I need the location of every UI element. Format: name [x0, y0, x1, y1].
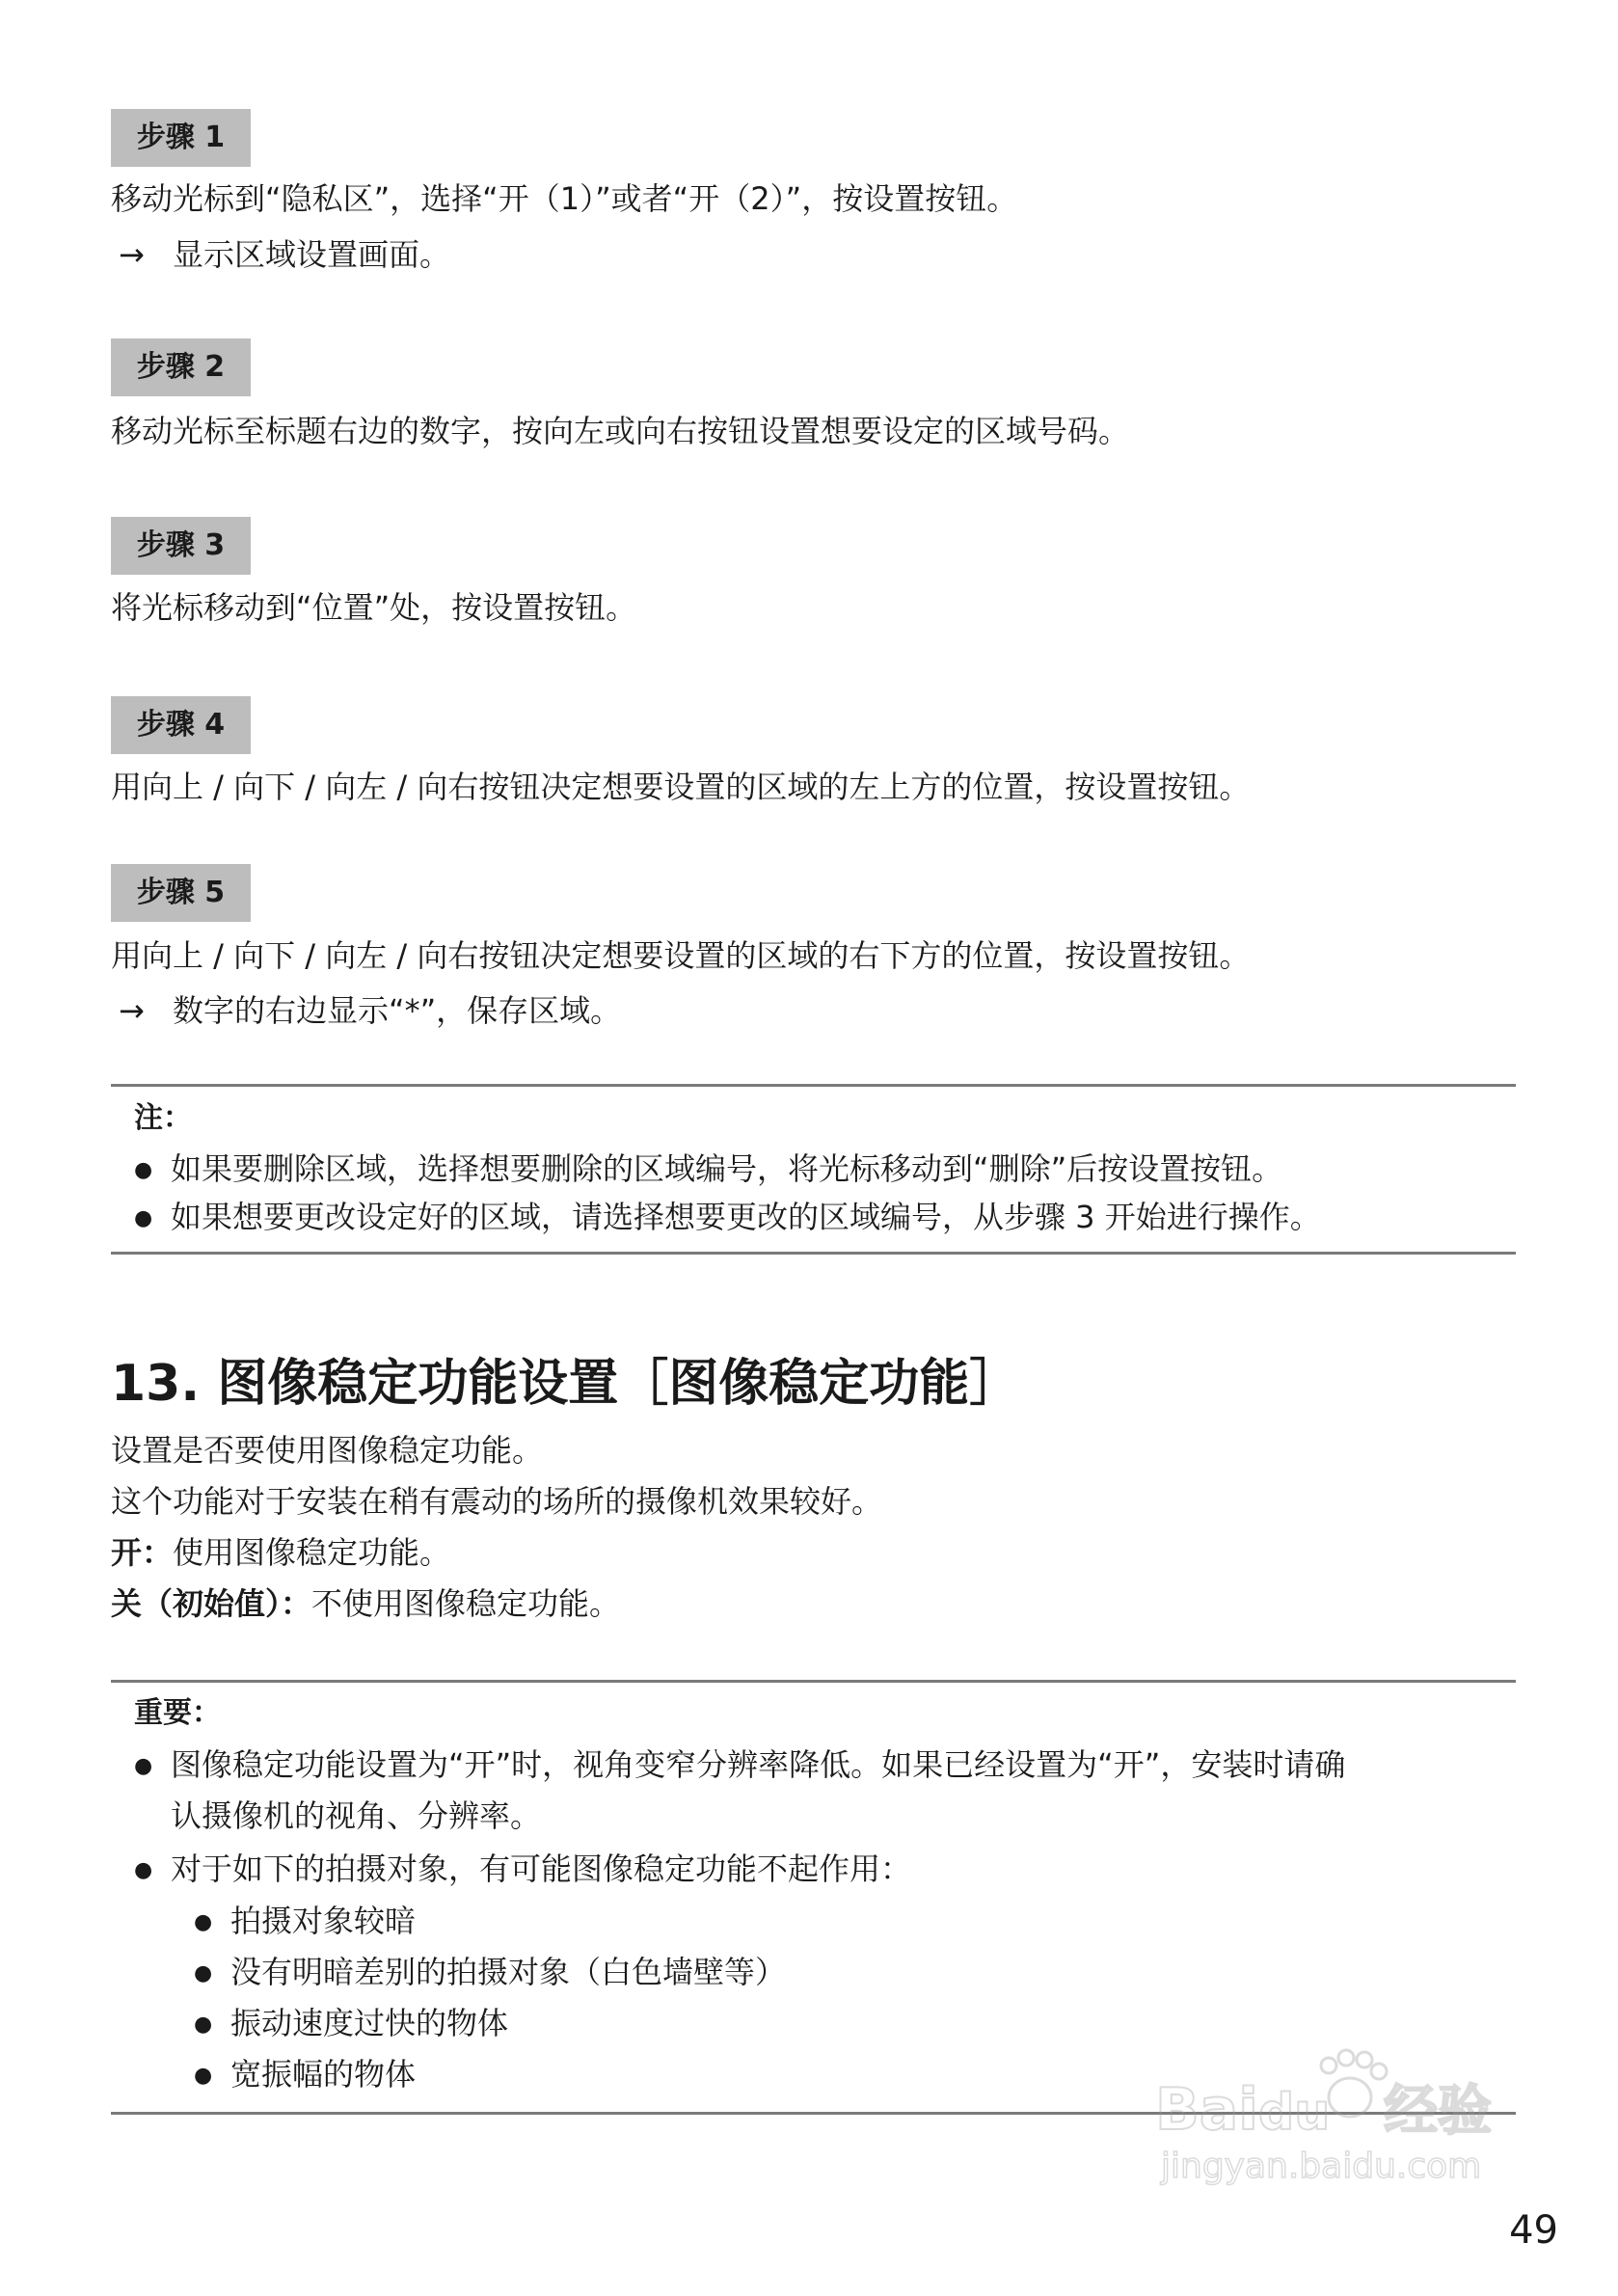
- step-1-label: 步骤 1: [111, 109, 251, 167]
- arrow-icon: →: [119, 236, 145, 273]
- step-5-label: 步骤 5: [111, 864, 251, 922]
- page-number: 49: [1509, 2208, 1558, 2253]
- important-item: [134, 1745, 1345, 1786]
- option-term: 开：: [111, 1534, 174, 1571]
- step-5-result: [119, 991, 621, 1030]
- note-bottom-rule: [111, 1252, 1516, 1255]
- option-desc: 不使用图像稳定功能。: [311, 1585, 621, 1622]
- important-subitem-text: 拍摄对象较暗: [230, 1903, 417, 1939]
- bullet-icon: ●: [194, 1961, 213, 1985]
- note-item-text: 如果要删除区域，选择想要删除的区域编号，将光标移动到“删除”后按设置按钮。: [171, 1150, 1283, 1187]
- svg-text:Bai: Bai: [1155, 2076, 1258, 2144]
- section-intro-line: 设置是否要使用图像稳定功能。: [111, 1432, 544, 1469]
- note-item-text: 如果想要更改设定好的区域，请选择想要更改的区域编号，从步骤 3 开始进行操作。: [171, 1199, 1321, 1235]
- important-title: 重要：: [134, 1696, 221, 1730]
- step-4-label: 步骤 4: [111, 696, 251, 754]
- important-item: [134, 1850, 911, 1890]
- important-subitem: [194, 2055, 416, 2095]
- option-off: [111, 1584, 620, 1623]
- important-subitem-text: 没有明暗差别的拍摄对象（白色墙壁等）: [230, 1954, 787, 1990]
- important-item-text: 图像稳定功能设置为“开”时，视角变窄分辨率降低。如果已经设置为“开”，安装时请确: [171, 1746, 1346, 1783]
- important-top-rule: [111, 1680, 1516, 1683]
- step-5-result-text: 数字的右边显示“*”，保存区域。: [173, 992, 622, 1029]
- bullet-icon: ●: [194, 2064, 213, 2088]
- bullet-icon: ●: [134, 1206, 153, 1230]
- note-title: 注：: [134, 1101, 192, 1135]
- step-1-result-text: 显示区域设置画面。: [173, 236, 451, 273]
- note-item: [134, 1149, 1282, 1190]
- option-term: 关（初始值）：: [111, 1585, 312, 1622]
- note-item: [134, 1198, 1321, 1238]
- option-desc: 使用图像稳定功能。: [173, 1534, 451, 1571]
- important-item-continuation: 认摄像机的视角、分辨率。: [171, 1797, 542, 1834]
- step-2-text: 移动光标至标题右边的数字，按向左或向右按钮设置想要设定的区域号码。: [111, 413, 1130, 449]
- section-heading: 13. 图像稳定功能设置［图像稳定功能］: [111, 1355, 1020, 1413]
- step-3-label: 步骤 3: [111, 517, 251, 575]
- important-subitem: [194, 1953, 786, 1993]
- important-subitem-text: 振动速度过快的物体: [230, 2005, 509, 2041]
- bullet-icon: ●: [194, 1910, 213, 1934]
- bullet-icon: ●: [194, 2012, 213, 2037]
- important-item-text: 对于如下的拍摄对象，有可能图像稳定功能不起作用：: [171, 1850, 912, 1887]
- step-4-text: 用向上 / 向下 / 向左 / 向右按钮决定想要设置的区域的左上方的位置，按设置按钮。: [111, 769, 1251, 805]
- note-top-rule: [111, 1084, 1516, 1087]
- important-subitem: [194, 1902, 416, 1942]
- step-3-text: 将光标移动到“位置”处，按设置按钮。: [111, 589, 637, 626]
- important-subitem: [194, 2004, 508, 2044]
- svg-text:经验: 经验: [1384, 2080, 1492, 2143]
- step-5-text: 用向上 / 向下 / 向左 / 向右按钮决定想要设置的区域的右下方的位置，按设置按钮。: [111, 937, 1251, 974]
- section-intro-line: 这个功能对于安装在稍有震动的场所的摄像机效果较好。: [111, 1483, 883, 1520]
- svg-text:jingyan.baidu.com: jingyan.baidu.com: [1161, 2147, 1482, 2186]
- option-on: [111, 1533, 450, 1572]
- important-subitem-text: 宽振幅的物体: [230, 2056, 417, 2093]
- step-1-text: 移动光标到“隐私区”，选择“开（1）”或者“开（2）”，按设置按钮。: [111, 180, 1018, 217]
- bullet-icon: ●: [134, 1858, 153, 1882]
- step-1-result: [119, 235, 450, 274]
- bullet-icon: ●: [134, 1158, 153, 1182]
- baidu-watermark-logo: [1147, 2044, 1552, 2189]
- svg-text:du: du: [1258, 2084, 1331, 2142]
- bullet-icon: ●: [134, 1754, 153, 1778]
- step-2-label: 步骤 2: [111, 338, 251, 396]
- arrow-icon: →: [119, 992, 145, 1029]
